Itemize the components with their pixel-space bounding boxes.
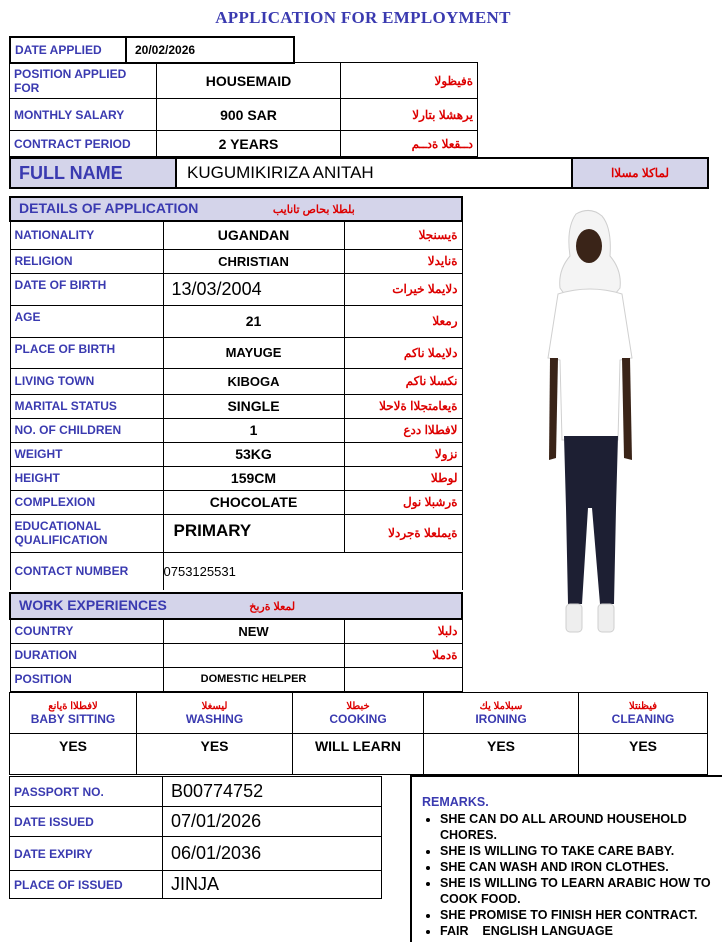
skill-ironing-value: YES bbox=[424, 734, 579, 775]
education-ar: ةيملعلا ةجردلا bbox=[344, 514, 462, 552]
children-label: NO. OF CHILDREN bbox=[10, 418, 163, 442]
skill-cooking-ar: خبطلا bbox=[346, 700, 370, 712]
remark-item: • SHE IS WILLING TO LEARN ARABIC HOW TO COOK FOOD. bbox=[440, 875, 722, 907]
remark-item: • SHE PROMISE TO FINISH HER CONTRACT. bbox=[440, 907, 722, 923]
form-title: APPLICATION FOR EMPLOYMENT bbox=[215, 8, 511, 27]
complexion-label: COMPLEXION bbox=[10, 490, 163, 514]
skill-baby-sitting-label: BABY SITTING bbox=[30, 711, 116, 726]
dob-ar: دلايملا خيرات bbox=[344, 273, 462, 305]
weight-value: 53KG bbox=[163, 442, 344, 466]
date-applied-label: DATE APPLIED bbox=[10, 37, 126, 63]
work-duration-label: DURATION bbox=[10, 643, 163, 667]
work-table bbox=[9, 592, 463, 692]
remark-item: • SHE CAN WASH AND IRON CLOTHES. bbox=[440, 859, 722, 875]
work-position-value: DOMESTIC HELPER bbox=[163, 667, 344, 691]
details-header bbox=[10, 197, 462, 221]
skill-cooking-label: COOKING bbox=[329, 711, 387, 726]
fullname-label: FULL NAME bbox=[10, 158, 176, 188]
work-country-label: COUNTRY bbox=[10, 619, 163, 643]
applicant-photo bbox=[536, 208, 644, 644]
position-value: HOUSEMAID bbox=[157, 63, 341, 99]
work-header bbox=[10, 593, 462, 619]
nationality-value: UGANDAN bbox=[163, 221, 344, 249]
religion-value: CHRISTIAN bbox=[163, 249, 344, 273]
skill-cleaning-ar: فيظنتلا bbox=[628, 700, 657, 712]
salary-ar: يرهشلا بتارلا bbox=[341, 99, 478, 131]
skill-ironing-label: IRONING bbox=[475, 711, 527, 726]
position-ar: ةفيظولا bbox=[341, 63, 478, 99]
place-issued-value: JINJA bbox=[163, 871, 382, 899]
height-label: HEIGHT bbox=[10, 466, 163, 490]
education-label: EDUCATIONAL QUALIFICATION bbox=[10, 514, 163, 552]
work-duration-value bbox=[163, 643, 344, 667]
details-header-ar: بلطلا بحاص تانايب bbox=[272, 204, 355, 216]
height-ar: لوطلا bbox=[344, 466, 462, 490]
date-expiry-value: 06/01/2036 bbox=[163, 837, 382, 871]
age-label: AGE bbox=[10, 305, 163, 337]
work-header-label: WORK EXPERIENCES bbox=[19, 597, 167, 613]
age-value: 21 bbox=[163, 305, 344, 337]
living-town-ar: نكسلا ناكم bbox=[344, 368, 462, 394]
work-position-ar bbox=[344, 667, 462, 691]
marital-status-ar: ةيعامتجلاا ةلاحلا bbox=[344, 394, 462, 418]
fullname-value: KUGUMIKIRIZA ANITAH bbox=[176, 158, 572, 188]
place-of-birth-value: MAYUGE bbox=[163, 337, 344, 368]
date-applied-value: 20/02/2026 bbox=[126, 37, 294, 63]
date-issued-value: 07/01/2026 bbox=[163, 807, 382, 837]
remark-item: • FAIR ENGLISH LANGUAGE bbox=[440, 923, 722, 939]
remarks-box bbox=[410, 775, 722, 942]
religion-label: RELIGION bbox=[10, 249, 163, 273]
fullname-table bbox=[9, 157, 709, 189]
skills-table bbox=[9, 692, 708, 775]
dob-label: DATE OF BIRTH bbox=[10, 273, 163, 305]
marital-status-value: SINGLE bbox=[163, 394, 344, 418]
details-header-label: DETAILS OF APPLICATION bbox=[19, 200, 199, 216]
religion-ar: ةنايدلا bbox=[344, 249, 462, 273]
skill-cooking-value: WILL LEARN bbox=[293, 734, 424, 775]
place-of-birth-label: PLACE OF BIRTH bbox=[10, 337, 163, 368]
work-country-ar: دلبلا bbox=[344, 619, 462, 643]
remark-item: • SHE IS WILLING TO TAKE CARE BABY. bbox=[440, 843, 722, 859]
skill-baby-sitting-ar: لافطلاا ةيانع bbox=[48, 700, 98, 712]
education-value: PRIMARY bbox=[163, 514, 344, 552]
skill-ironing-ar: سبلاملا يك bbox=[479, 700, 523, 712]
salary-value: 900 SAR bbox=[157, 99, 341, 131]
remark-item: • SHE CAN DO ALL AROUND HOUSEHOLD CHORES. bbox=[440, 811, 722, 843]
skill-baby-sitting-value: YES bbox=[10, 734, 137, 775]
skill-baby-sitting-header bbox=[10, 693, 137, 734]
living-town-value: KIBOGA bbox=[163, 368, 344, 394]
position-label: POSITION APPLIED FOR bbox=[10, 63, 157, 99]
position-table bbox=[9, 62, 478, 157]
passport-table bbox=[9, 776, 382, 899]
weight-label: WEIGHT bbox=[10, 442, 163, 466]
contract-value: 2 YEARS bbox=[157, 131, 341, 157]
skill-washing-label: WASHING bbox=[185, 711, 244, 726]
date-issued-label: DATE ISSUED bbox=[10, 807, 163, 837]
work-header-ar: لمعلا ةربخ bbox=[249, 601, 296, 613]
date-applied-table bbox=[9, 36, 295, 64]
contract-label: CONTRACT PERIOD bbox=[10, 131, 157, 157]
weight-ar: نزولا bbox=[344, 442, 462, 466]
date-expiry-label: DATE EXPIRY bbox=[10, 837, 163, 871]
skill-ironing-header bbox=[424, 693, 579, 734]
skill-washing-value: YES bbox=[137, 734, 293, 775]
work-country-value: NEW bbox=[163, 619, 344, 643]
contact-value: 0753125531 bbox=[163, 552, 462, 590]
marital-status-label: MARITAL STATUS bbox=[10, 394, 163, 418]
skill-cooking-header bbox=[293, 693, 424, 734]
remarks-title: REMARKS. bbox=[422, 795, 489, 809]
contact-label: CONTACT NUMBER bbox=[10, 552, 163, 590]
work-position-label: POSITION bbox=[10, 667, 163, 691]
children-value: 1 bbox=[163, 418, 344, 442]
complexion-ar: ةرشبلا نول bbox=[344, 490, 462, 514]
details-table bbox=[9, 196, 463, 590]
work-duration-ar: ةدملا bbox=[344, 643, 462, 667]
passport-no-label: PASSPORT NO. bbox=[10, 777, 163, 807]
passport-no-value: B00774752 bbox=[163, 777, 382, 807]
age-ar: رمعلا bbox=[344, 305, 462, 337]
skill-washing-ar: ليسغلا bbox=[201, 700, 228, 712]
remarks-list bbox=[422, 811, 722, 939]
living-town-label: LIVING TOWN bbox=[10, 368, 163, 394]
skill-cleaning-value: YES bbox=[579, 734, 708, 775]
place-issued-label: PLACE OF ISSUED bbox=[10, 871, 163, 899]
skill-cleaning-header bbox=[579, 693, 708, 734]
nationality-ar: ةيسنجلا bbox=[344, 221, 462, 249]
place-of-birth-ar: دلايملا ناكم bbox=[344, 337, 462, 368]
salary-label: MONTHLY SALARY bbox=[10, 99, 157, 131]
nationality-label: NATIONALITY bbox=[10, 221, 163, 249]
skill-washing-header bbox=[137, 693, 293, 734]
children-ar: لافطلاا ددع bbox=[344, 418, 462, 442]
skill-cleaning-label: CLEANING bbox=[611, 711, 675, 726]
height-value: 159CM bbox=[163, 466, 344, 490]
complexion-value: CHOCOLATE bbox=[163, 490, 344, 514]
contract-ar: دــقعلا ةدــم bbox=[341, 131, 478, 157]
fullname-ar: لماكلا مسلاا bbox=[572, 158, 708, 188]
dob-value: 13/03/2004 bbox=[163, 273, 344, 305]
